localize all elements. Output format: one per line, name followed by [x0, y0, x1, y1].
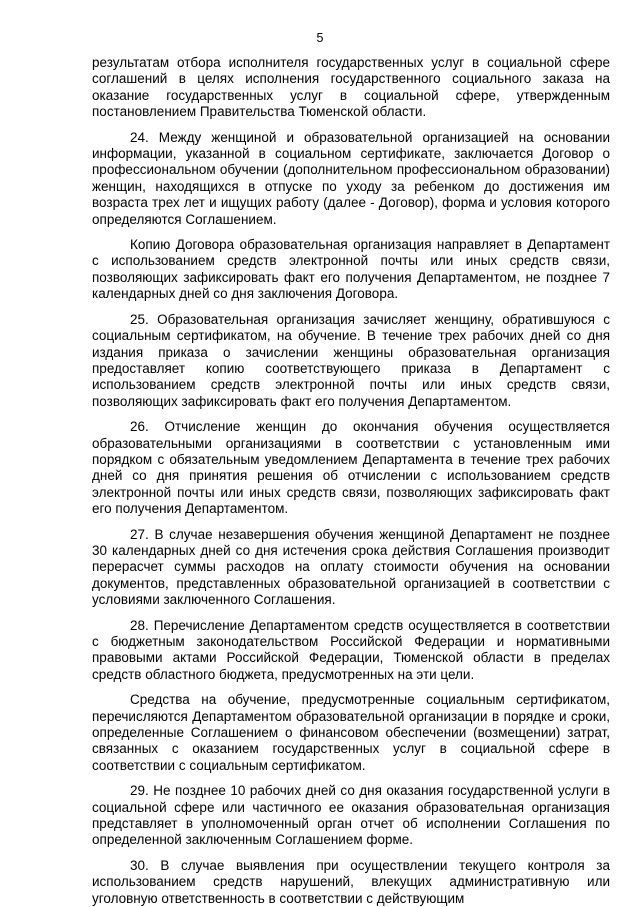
paragraph-28-funds: Средства на обучение, предусмотренные социальным сертификатом, перечисляются Департаментом образовательной организации в порядке и сроки, определенные Соглашением о финансовом обеспечении (возмещении) затрат, связанных с оказанием государственных услуг в социальной сфере в соответствии с социальным сертификатом. — [92, 692, 610, 773]
paragraph-29: 29. Не позднее 10 рабочих дней со дня оказания государственной услуги в социальной сфере или частичного ее оказания образовательная организация представляет в уполномоченный орган отчет об исполнении Соглашения по определенной заключенным Соглашением форме. — [92, 783, 610, 848]
paragraph-30: 30. В случае выявления при осуществлении текущего контроля за использованием средств нарушений, влекущих административную или уголовную ответственность в соответствии с действующим — [92, 857, 610, 906]
paragraph-24: 24. Между женщиной и образовательной организацией на основании информации, указанной в социальном сертификате, заключается Договор о профессиональном обучении (дополнительном профессиональном образовании) женщин, находящихся в отпуске по уходу за ребенком до достижения им возраста трех лет и ищущих работу (далее - Договор), форма и условия которого определяются Соглашением. — [92, 129, 610, 227]
page-number: 5 — [316, 31, 324, 45]
paragraph-25: 25. Образовательная организация зачисляет женщину, обратившуюся с социальным сертификатом, на обучение. В течение трех рабочих дней со дня издания приказа о зачислении женщины образовательная организация предоставляет копию соответствующего приказа в Департамент с использованием средств электронной почты или иных средств связи, позволяющих зафиксировать факт его получения Департаментом. — [92, 311, 610, 409]
document-body — [92, 55, 610, 907]
paragraph-27: 27. В случае незавершения обучения женщиной Департамент не позднее 30 календарных дней со дня истечения срока действия Соглашения производит перерасчет суммы расходов на оплату стоимости обучения на основании документов, представленных образовательной организацией в соответствии с условиями заключенного Соглашения. — [92, 526, 610, 608]
paragraph-28: 28. Перечисление Департаментом средств осуществляется в соответствии с бюджетным законодательством Российской Федерации и нормативными правовыми актами Российской Федерации, Тюменской области в пределах средств областного бюджета, предусмотренных на эти цели. — [92, 617, 610, 682]
paragraph-continuation: результатам отбора исполнителя государственных услуг в социальной сфере соглашений в целях исполнения государственного социального заказа на оказание государственных услуг в социальной сфере, утвержденным постановлением Правительства Тюменской области. — [92, 55, 610, 120]
paragraph-24-copy-of-contract: Копию Договора образовательная организация направляет в Департамент с использованием средств электронной почты или иных средств связи, позволяющих зафиксировать факт его получения Департаментом, не позднее 7 календарных дней со дня заключения Договора. — [92, 237, 610, 302]
paragraph-26: 26. Отчисление женщин до окончания обучения осуществляется образовательными организациями в соответствии с установленным ими порядком с обязательным уведомлением Департамента в течение трех рабочих дней со дня принятия решения об отчислении с использованием средств электронной почты или иных средств связи, позволяющих зафиксировать факт его получения Департаментом. — [92, 419, 610, 517]
